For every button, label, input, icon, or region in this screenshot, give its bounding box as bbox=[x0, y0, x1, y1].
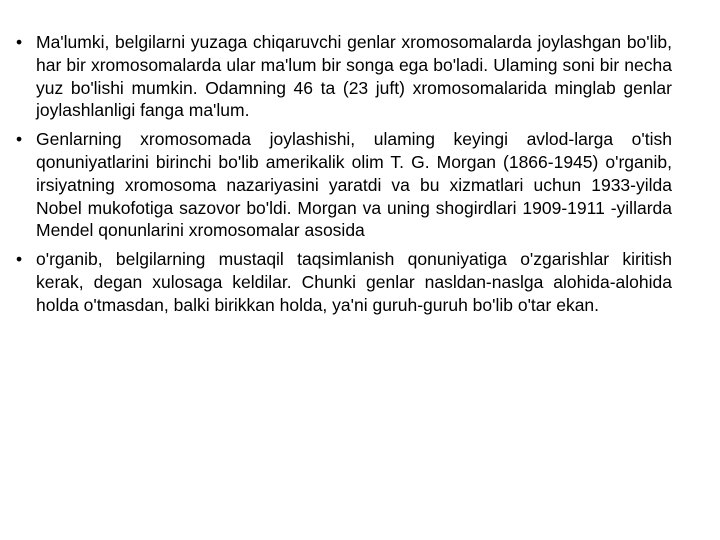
bullet-text-1: Ma'lumki, belgilarni yuzaga chiqaruvchi genlar xromosomalarda joylashgan bo'lib, har bir xromosomalarda ular ma'lum bir songa ega bo'ladi. Ulaming soni bir necha yuz bo'lishi mumkin. Odamning 46 ta (23 juft) xromosomalarida minglab genlar joylashlanligi fanga ma'lum. bbox=[36, 32, 672, 121]
bullet-item-1 bbox=[14, 31, 672, 122]
bullet-marker: • bbox=[16, 32, 23, 52]
bullet-item-3 bbox=[14, 248, 672, 316]
bullet-marker: • bbox=[16, 129, 23, 150]
bullet-marker: • bbox=[16, 249, 23, 270]
bullet-item-2 bbox=[14, 128, 672, 242]
bullet-text-2: Genlarning xromosomada joylashishi, ulaming keyingi avlod-larga o'tish qonuniyatlarini birinchi bo'lib amerikalik olim T. G. Morgan (1866-1945) o'rganib, irsiyatning xromosoma nazariyasini yaratdi va bu xizmatlari uchun 1933-yilda Nobel mukofotiga sazovor bo'ldi. Morgan va uning shogirdlari 1909-1911 -yillarda Mendel qonunlarini xromosomalar asosida bbox=[36, 129, 672, 241]
bullet-list bbox=[14, 31, 672, 317]
bullet-text-3: o'rganib, belgilarning mustaqil taqsimlanish qonuniyatiga o'zgarishlar kiritish kerak, degan xulosaga keldilar. Chunki genlar nasldan-naslga alohida-alohida holda o'tmasdan, balki birikkan holda, ya'ni guruh-guruh bo'lib o'tar ekan. bbox=[36, 249, 672, 315]
slide-content bbox=[14, 31, 672, 323]
